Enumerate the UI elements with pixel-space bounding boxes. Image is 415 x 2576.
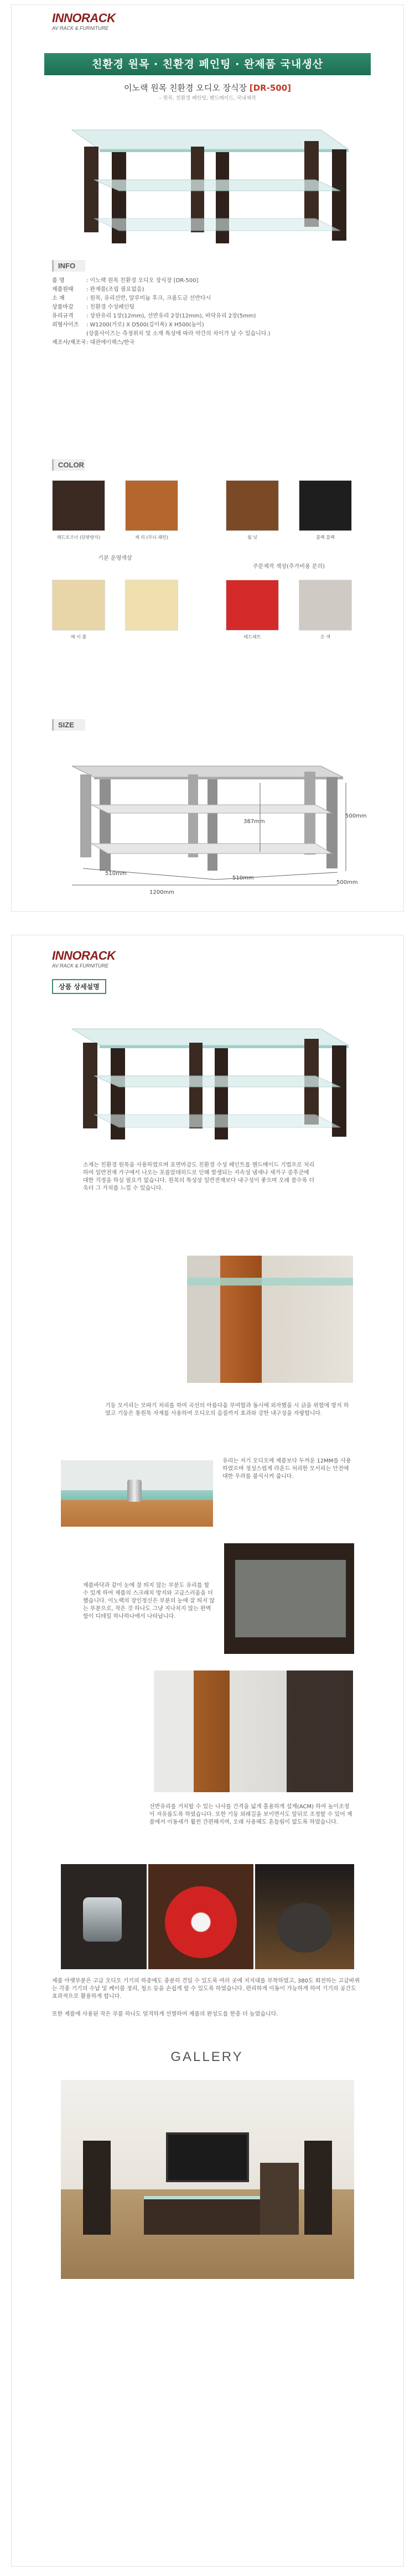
dim-inner-height: 387mm [243,819,265,825]
right-speaker [304,2141,332,2235]
info-row: 유리규격 : 상판유리 1장(12mm), 선반유리 2장(12mm), 바닥유리 2장(5mm) [52,313,256,319]
brand-tagline: AV RACK & FURNITURE [52,25,109,31]
info-row: 상품마감 : 친환경 수성페인팅 [52,304,135,310]
swatch-silver [299,580,352,631]
brand-logo: INNORACK AV RACK & FURNITURE [52,11,116,31]
product-code: [DR-500] [249,83,291,93]
product-subtitle: – 원목, 친환경 페인팅, 핸드메이드, 국내제작 [159,96,256,101]
detail-paragraph-5: 선반유리를 거치할 수 있는 나사를 간격을 넓게 홀용하게 설계(ACM) 하여 높이조정이 자유롭도록 하였습니다. 또한 기둥 외래길을 보이면서도 앞뒤로 조정할 수 있어 제품에서 이동세가 훨씬 간편해지며, 오래 사용해도 흔들림이 없도록 하였습니다. [149,1804,352,1825]
dim-height: 500mm [345,813,367,819]
swatch-light-maple [125,580,178,631]
info-table [52,277,362,347]
gallery-title: GALLERY [170,2049,243,2064]
dim-width-total: 1200mm [149,889,174,896]
swatch-label: 레드레트 [243,634,261,639]
swatch-red [226,580,279,631]
tv-screen [166,2132,249,2182]
size-diagram [61,744,354,902]
swatch-maple [52,580,105,631]
center-audio-rack [144,2196,271,2235]
swatch-label: 월 넛 [247,535,257,540]
photo-shelf-adjust-holes [154,1671,353,1792]
photo-caster-wheel-1 [61,1864,147,1969]
swatch-label: 은 색 [320,634,330,639]
info-section-tag: INFO [52,260,85,272]
right-audio-rack [260,2163,299,2235]
detail-section-tag: 상품 상세설명 [52,979,106,994]
info-row: (상품사이즈는 측정위치 및 소재 특성에 따라 약간의 차이가 날 수 있습니다.) [86,331,271,337]
detail-paragraph-2: 기둥 모서리는 모따기 처리를 하여 곡선의 아름다움 부여함과 동시에 외자했을 시 긁을 위험에 방지 하였고 기둥은 통원목 자재를 사용하여 오디오의 음질까지 효과와 강한 내구성을 자랑합니다. [105,1403,349,1417]
basic-color-label: 기본 운영색상 [98,555,132,561]
info-row: 소 재 : 원목, 유리선반, 알루미늄 후크, 크롬도금 선반다시 [52,295,211,301]
caster-icon [83,1897,122,1942]
info-row: 제품원태 : 완제품(조립 필요없음) [52,287,144,293]
swatch-label: 체 리 (무늬 패턴) [134,535,169,540]
color-section-tag: COLOR [52,459,85,471]
product-hero-image [61,108,354,249]
dim-width-half-1: 510mm [105,871,127,877]
chrome-shelf-pin-icon [127,1480,142,1502]
size-section-tag: SIZE [52,719,85,731]
detail-paragraph-4: 제품바닥과 같이 눈에 잘 띄지 않는 부분도 유리를 할 수 있게 하여 제품의 스크래치 방지와 고급스러움을 더했습니다. 이노랙의 장인정신은 부분의 눈에 잘 띄지 않는 부분으로, 작은 것 하나도 그냥 지나치지 않는 완벽함이 디테일 하나하나에서 나타납니다. [83,1583,215,1620]
product-title [44,82,371,93]
photo-glass-edge [61,1460,213,1527]
brand-tagline: AV RACK & FURNITURE [52,963,109,969]
photo-cabinet-bottom [224,1543,354,1654]
glass-shelf-edge [187,1278,353,1286]
detail-paragraph-7: 또한 제품에 사용된 작은 부품 하나도 엄격하게 선별하여 제품의 완성도를 한층 더 높였습니다. [52,2011,278,2017]
red-wheel-icon [165,1886,237,1958]
swatch-cherry [125,480,178,531]
product-title-text: 이노랙 원목 친환경 오디오 장식장 [124,83,247,93]
gallery-room-photo [61,2080,354,2279]
wheel-base-icon [277,1903,333,1953]
detail-paragraph-1: 소재는 친환경 원목을 사용하였으며 표면마감도 친환경 수성 페인트를 핸드메이드 기법으로 처리하여 일반전재 가구에서 나오는 포름알데히드로 인해 발생되는 지속성 냄새나 새가구 증후군에 대한 걱정을 하실 필요가 없습니다. 원목의 특성상 일반전재보다 내구성이 좋으며 오래 쓸수록 더욱더 그 가치를 느낄 수 있습니다. [83,1162,315,1191]
info-row: 품 명 : 이노랙 원목 친환경 오디오 장식장 [DR-500] [52,278,199,284]
photo-wood-pillar-corner [187,1256,353,1383]
eco-banner: 친환경 원목 · 친환경 페인팅 · 완제품 국내생산 [44,53,371,75]
brand-logo-2: INNORACK AV RACK & FURNITURE [52,949,116,969]
custom-color-label: 주문제작 색상(추가비용 문의) [252,564,325,570]
swatch-label: 메 이 플 [70,634,87,639]
swatch-walnut-dark [52,480,105,531]
photo-caster-wheel-3 [255,1864,354,1969]
photo-caster-wheel-2 [148,1864,253,1969]
info-row: 외형사이즈 : W1200(가로) X D500(깊이폭) X H500(높이) [52,322,204,328]
info-row: 제조사/제조국: 대관에이랙스/한국 [52,340,135,346]
left-speaker [83,2141,111,2235]
swatch-black [299,480,352,531]
dim-depth: 500mm [336,880,358,886]
detail-paragraph-6: 제품 아랫부분은 고급 오디오 기기의 하중에도 충분히 견딜 수 있도록 여러 곳에 지지대를 부착하였고, 380도 회전하는 고급바퀴는 각종 기기의 수납 및 케이블 정리, 청소 등을 손쉽게 할 수 있도록 하였습니다. 편리하게 이동이 가능하게 하여 기기의 공간도 효과적으로 활용하게 합니다. [52,1978,360,2000]
bottom-glass-shelf [235,1560,346,1637]
detail-hero-image [61,1007,354,1145]
detail-paragraph-3: 유리는 저기 오디오에 제품보다 두꺼운 12MM를 사용하였으며 정성스럽게 라운드 처리한 모서리는 안전에 대한 우려를 불식시켜 줍니다. [222,1458,351,1480]
swatch-label: 레드로즈너 (단판방식) [56,535,101,540]
dim-width-half-2: 510mm [232,875,254,881]
cabinet-side-frame [287,1671,353,1792]
swatch-walnut [226,480,279,531]
swatch-label: 블랙 블랙 [316,535,335,540]
